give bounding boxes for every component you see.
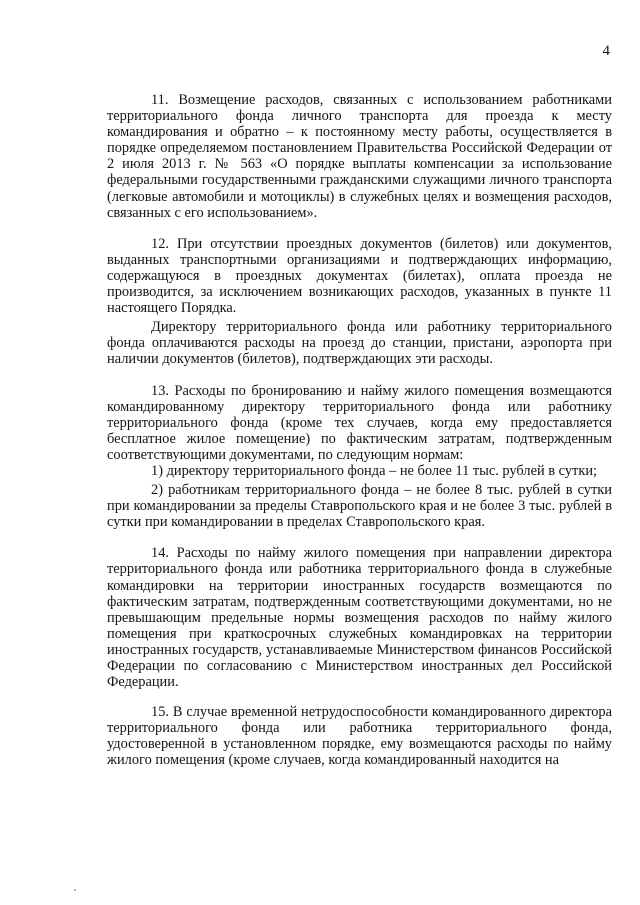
paragraph-15: 15. В случае временной нетрудоспособности командированного директора территориального фонда или работника территориального фонда, удостоверенной в установленном порядке, ему возмещаются расходы по найму жилого помещения (кроме случаев, когда командированный находится на	[107, 704, 612, 769]
paragraph-11: 11. Возмещение расходов, связанных с использованием работниками территориального фонда личного транспорта для проезда к месту командирования и обратно – к постоянному месту работы, осуществляется в порядке определяемом постановлением Правительства Российской Федерации от 2 июля 2013 г. № 563 «О порядке выплаты компенсации за использование федеральными государственными гражданскими служащими личного транспорта (легковые автомобили и мотоциклы) в служебных целях и возмещения расходов, связанных с его использованием».	[107, 92, 612, 221]
scan-speck	[74, 889, 76, 891]
paragraph-14: 14. Расходы по найму жилого помещения при направлении директора территориального фонда или работника территориального фонда в служебные командировки на территории иностранных государств возмещаются по фактическим затратам, подтвержденным соответствующими документами, но не превышающим предельные нормы возмещения расходов по найму жилого помещения при краткосрочных служебных командировках на территории иностранных государств, устанавливаемые Министерством финансов Российской Федерации по согласованию с Министерством иностранных дел Российской Федерации.	[107, 545, 612, 691]
paragraph-12-continuation: Директору территориального фонда или работнику территориального фонда оплачиваются расходы на проезд до станции, пристани, аэропорта при наличии документов (билетов), подтверждающих эти расходы.	[107, 319, 612, 368]
paragraph-13: 13. Расходы по бронированию и найму жилого помещения возмещаются командированному директору территориального фонда или работнику территориального фонда (кроме тех случаев, когда ему предоставляется бесплатное жилое помещение) по фактическим затратам, подтвержденным соответствующими документами, по следующим нормам:	[107, 382, 612, 463]
list-item-2: 2) работникам территориального фонда – не более 8 тыс. рублей в сутки при командировании за пределы Ставропольского края и не более 3 тыс. рублей в сутки при командировании в пределах Ставропольского края.	[107, 482, 612, 531]
paragraph-12: 12. При отсутствии проездных документов (билетов) или документов, выданных транспортными организациями и подтверждающих информацию, содержащуюся в проездных документах (билетах), оплата проезда не производится, за исключением возникающих расходов, указанных в пункте 11 настоящего Порядка.	[107, 235, 612, 317]
list-item-1: 1) директору территориального фонда – не более 11 тыс. рублей в сутки;	[151, 462, 598, 479]
page-number: 4	[602, 43, 610, 59]
document-body	[107, 92, 612, 769]
